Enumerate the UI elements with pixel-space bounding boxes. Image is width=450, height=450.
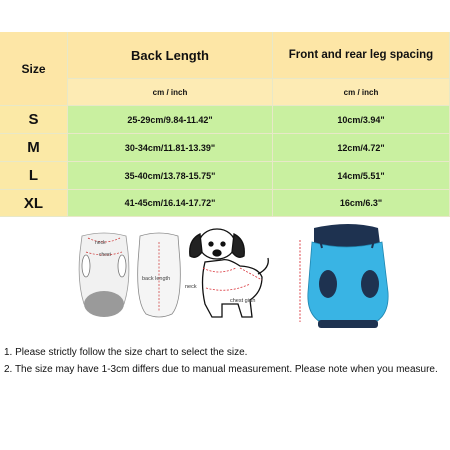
carrier-product-photo	[300, 224, 388, 328]
back-length-cell: 30-34cm/11.81-13.39"	[68, 134, 273, 162]
back-length-label: back length	[142, 276, 171, 282]
leg-spacing-cell: 10cm/3.94"	[273, 106, 450, 134]
note-1: 1. Please strictly follow the size chart to select the size.	[4, 347, 248, 358]
size-chart-table	[0, 32, 450, 217]
leg-spacing-unit: cm / inch	[273, 79, 450, 106]
back-length-unit: cm / inch	[68, 79, 273, 106]
size-cell: L	[0, 162, 68, 190]
size-header: Size	[0, 32, 68, 106]
leg-spacing-cell: 14cm/5.51"	[273, 162, 450, 190]
measurement-illustrations	[0, 222, 450, 337]
leg-spacing-cell: 12cm/4.72"	[273, 134, 450, 162]
size-cell: XL	[0, 190, 68, 217]
back-length-cell: 35-40cm/13.78-15.75"	[68, 162, 273, 190]
size-cell: S	[0, 106, 68, 134]
dog-chest-label: chest girth	[230, 298, 256, 304]
dog-sketch	[190, 229, 269, 317]
chest-label: chest	[99, 252, 111, 258]
carrier-back-sketch	[138, 233, 181, 317]
note-2: 2. The size may have 1-3cm differs due to manual measurement. Please note when you measure.	[4, 364, 438, 375]
back-length-header: Back Length	[68, 32, 273, 79]
size-cell: M	[0, 134, 68, 162]
back-length-cell: 41-45cm/16.14-17.72"	[68, 190, 273, 217]
leg-spacing-header: Front and rear leg spacing	[273, 32, 450, 79]
leg-spacing-cell: 16cm/6.3"	[273, 190, 450, 217]
neck-label: neck	[95, 240, 106, 246]
carrier-front-sketch	[79, 233, 129, 317]
back-length-cell: 25-29cm/9.84-11.42"	[68, 106, 273, 134]
dog-neck-label: neck	[185, 284, 197, 290]
